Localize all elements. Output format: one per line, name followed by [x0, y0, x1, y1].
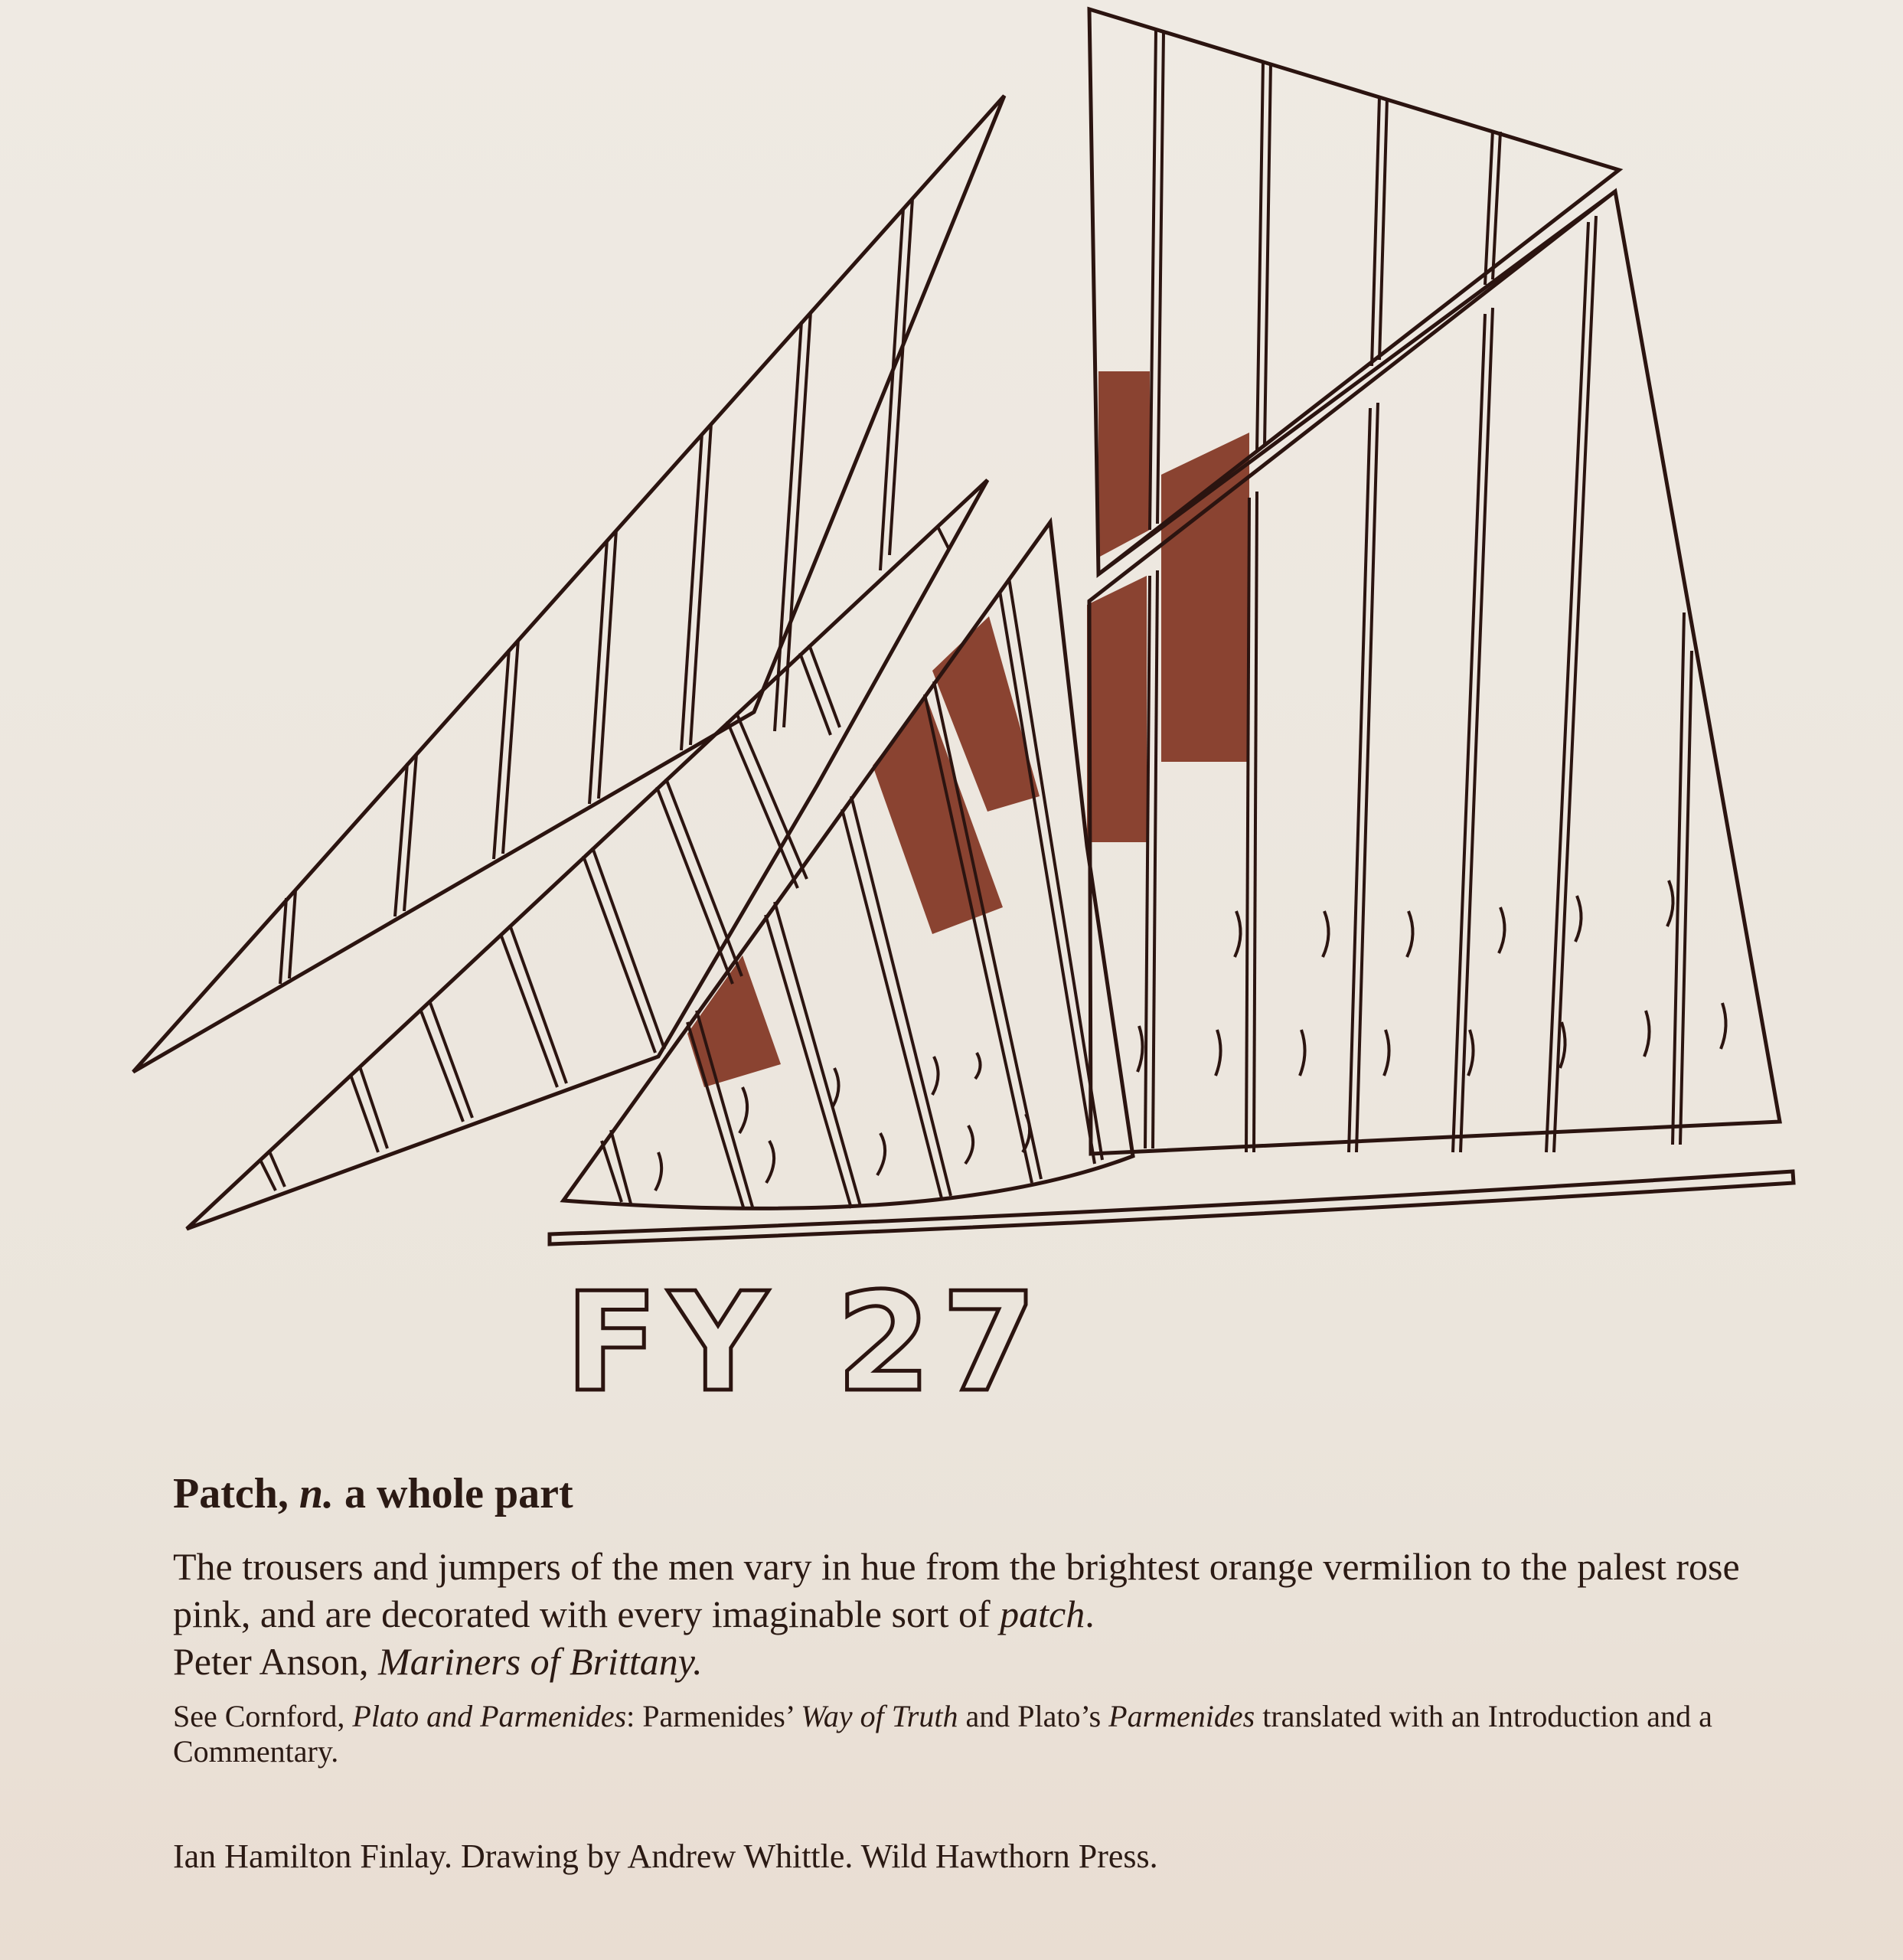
note-part-3: and Plato’s — [965, 1699, 1102, 1733]
note-part-2: : Parmenides’ — [626, 1699, 794, 1733]
patch-main-middle — [1161, 433, 1249, 762]
quote-emphasis: patch — [1000, 1592, 1085, 1635]
sail-outer-jib — [133, 96, 1004, 1072]
attribution-title: Mariners of Brittany. — [378, 1640, 703, 1683]
note-title-3: Parmenides — [1108, 1699, 1255, 1733]
sail-inner-jib — [187, 480, 987, 1229]
inner-jib-outline — [187, 480, 987, 1229]
note-title-2: Way of Truth — [801, 1699, 958, 1733]
credits-line: Ian Hamilton Finlay. Drawing by Andrew Whittle. Wild Hawthorn Press. — [173, 1838, 1158, 1875]
entry-definition: a whole part — [344, 1470, 573, 1517]
caption-block — [173, 1466, 1781, 1878]
note-part-1: See Cornford, — [173, 1699, 345, 1733]
sail-staysail — [563, 522, 1133, 1210]
staysail-outline — [563, 522, 1133, 1208]
entry-part-of-speech: n. — [299, 1470, 335, 1517]
sail-patches — [687, 371, 1249, 1087]
reference-note — [173, 1699, 1781, 1769]
patch-main-lower — [1087, 576, 1147, 842]
gaff-line — [1098, 191, 1615, 574]
entry-word: Patch, — [173, 1470, 289, 1517]
attribution-author: Peter Anson, — [173, 1640, 369, 1683]
quote-text — [173, 1543, 1781, 1638]
quote-body: The trousers and jumpers of the men vary in hue from the brightest orange vermilion to the palest rose pink, and are decorated with every imaginable sort of — [173, 1545, 1740, 1635]
note-title-1: Plato and Parmenides — [352, 1699, 627, 1733]
quote-attribution — [173, 1638, 1781, 1685]
registration-number: FY 27 — [565, 1263, 1048, 1422]
quote-end: . — [1085, 1592, 1095, 1635]
outer-jib-outline — [133, 96, 1004, 1072]
note-part-4: translated with an Introduction and a Commentary. — [173, 1699, 1712, 1769]
patch-main-top — [1098, 371, 1150, 557]
entry-heading — [173, 1466, 1781, 1521]
